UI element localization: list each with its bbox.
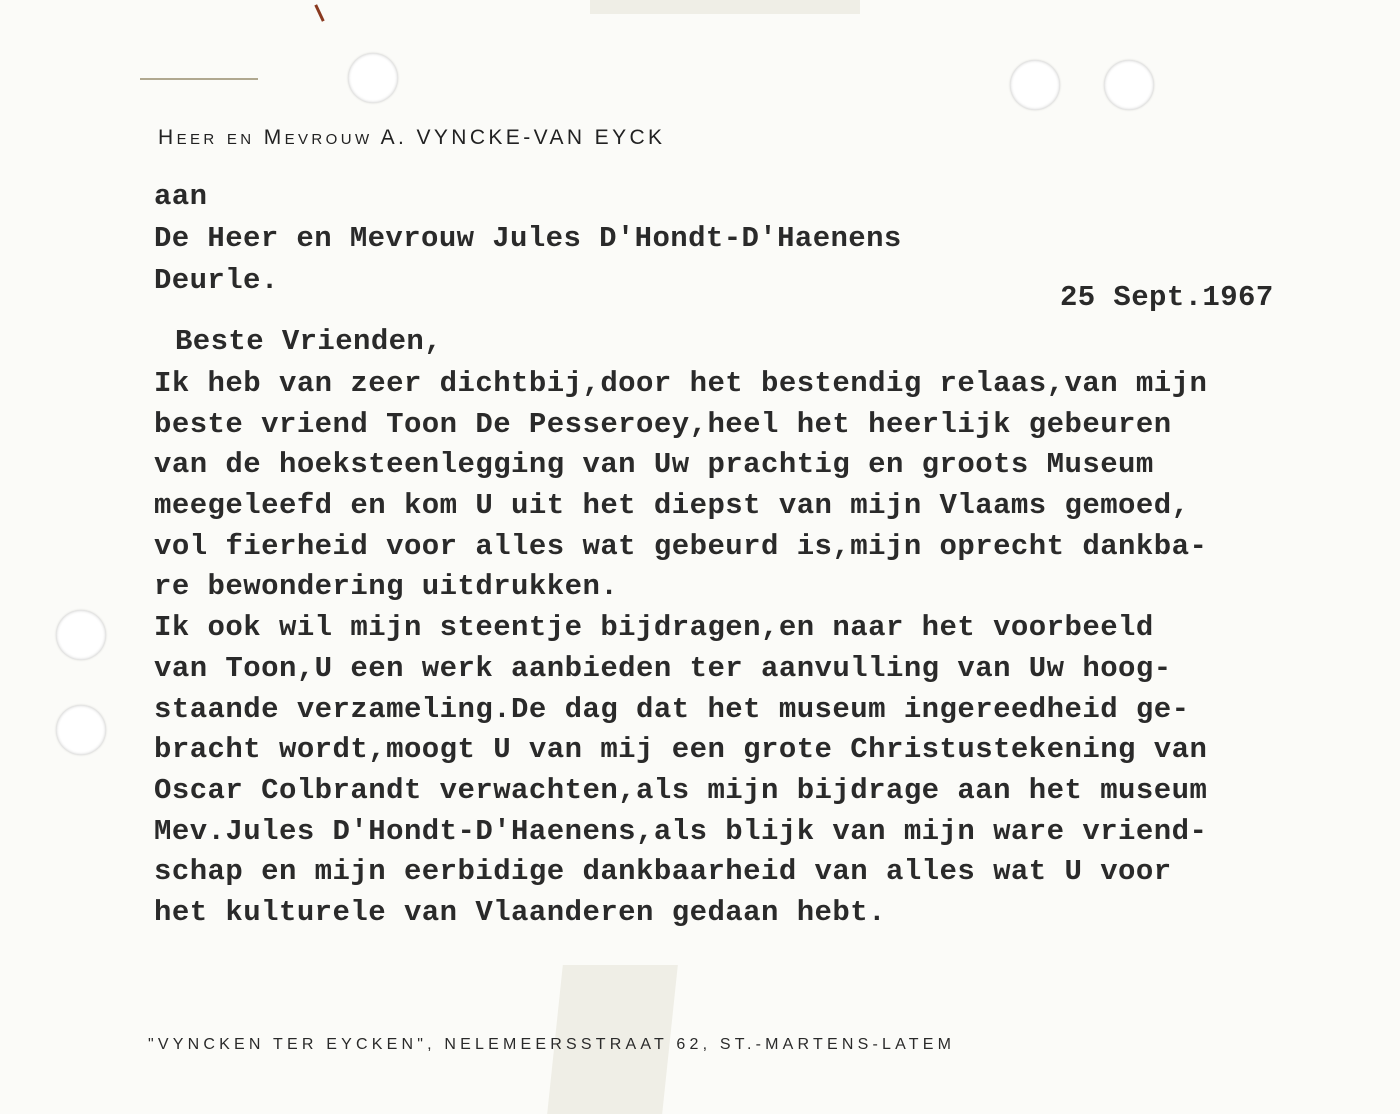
letter-body — [154, 364, 1207, 934]
body-line: meegeleefd en kom U uit het diepst van mijn Vlaams gemoed, — [154, 489, 1190, 523]
body-line: Oscar Colbrandt verwachten,als mijn bijdrage aan het museum — [154, 773, 1208, 807]
punch-hole-top-right — [1104, 60, 1154, 110]
body-line: van Toon,U een werk aanbieden ter aanvulling van Uw hoog- — [154, 651, 1172, 685]
punch-hole-left-lower — [56, 705, 106, 755]
salutation: Beste Vrienden, — [175, 325, 443, 358]
punch-hole-top-left — [348, 53, 398, 103]
body-line: Mev.Jules D'Hondt-D'Haenens,als blijk van mijn ware vriend- — [154, 814, 1208, 848]
recipient-prefix: aan — [154, 180, 208, 213]
letter-date: 25 Sept.1967 — [1060, 281, 1274, 314]
body-line: bracht wordt,moogt U van mij een grote Christustekening van — [154, 733, 1208, 767]
body-line: Ik ook wil mijn steentje bijdragen,en naar het voorbeeld — [154, 611, 1154, 645]
tape-top — [590, 0, 860, 14]
recipient-name: De Heer en Mevrouw Jules D'Hondt-D'Haenens — [154, 222, 902, 255]
body-line: Ik heb van zeer dichtbij,door het bestendig relaas,van mijn — [154, 367, 1208, 400]
body-line: beste vriend Toon De Pesseroey,heel het heerlijk gebeuren — [154, 407, 1172, 441]
body-line: re bewondering uitdrukken. — [154, 570, 619, 604]
body-line: het kulturele van Vlaanderen gedaan hebt. — [154, 895, 886, 929]
body-line: vol fierheid voor alles wat gebeurd is,mijn oprecht dankba- — [154, 529, 1208, 563]
punch-hole-top-middle — [1010, 60, 1060, 110]
body-line: schap en mijn eerbidige dankbaarheid van alles wat U voor — [154, 855, 1172, 889]
recipient-place: Deurle. — [154, 264, 279, 297]
ink-mark — [314, 4, 324, 22]
footer-address: "VYNCKEN TER EYCKEN", NELEMEERSSTRAAT 62, ST.-MARTENS-LATEM — [148, 1036, 956, 1053]
punch-hole-left-upper — [56, 610, 106, 660]
body-line: staande verzameling.De dag dat het museum ingereedheid ge- — [154, 692, 1190, 726]
letterhead: Heer en Mevrouw A. VYNCKE-VAN EYCK — [158, 126, 666, 149]
body-line: van de hoeksteenlegging van Uw prachtig en groots Museum — [154, 448, 1154, 482]
pencil-mark — [140, 78, 258, 80]
